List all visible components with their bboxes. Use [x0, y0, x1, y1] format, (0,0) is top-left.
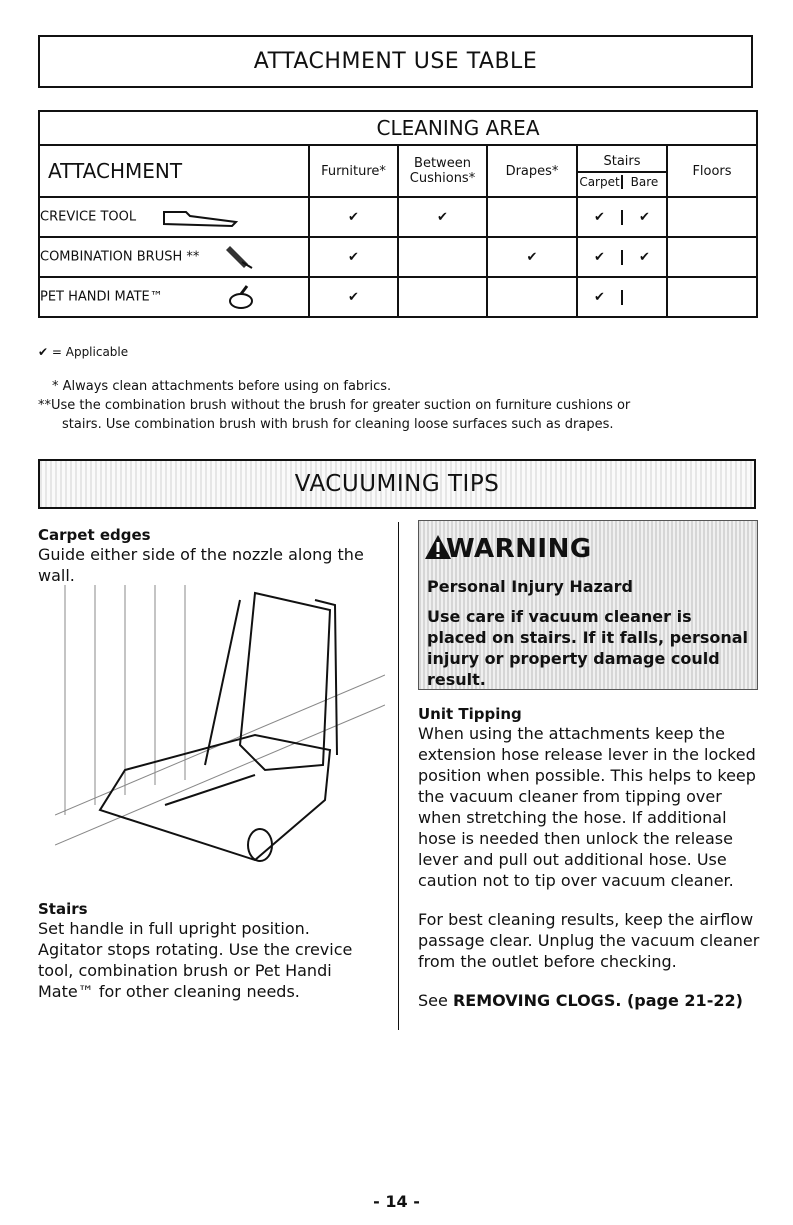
table-cell: ✔	[309, 197, 398, 237]
table-cell	[667, 197, 757, 237]
table-cell	[667, 237, 757, 277]
crevice-tool-icon	[160, 206, 240, 228]
airflow-text: For best cleaning results, keep the airflow passage clear. Unplug the vacuum cleaner from the outlet before checking.	[418, 910, 760, 971]
footnote: **Use the combination brush without the brush for greater suction on furniture cushions or	[38, 398, 631, 413]
title-box	[38, 35, 753, 88]
pet-handi-mate-icon	[227, 283, 255, 311]
see-reference: See REMOVING CLOGS. (page 21-22)	[418, 991, 743, 1010]
combination-brush-icon	[224, 242, 254, 272]
attachment-header: ATTACHMENT	[39, 145, 309, 197]
table-cell: ✔	[309, 237, 398, 277]
unit-tipping-heading: Unit Tipping	[418, 705, 522, 723]
table-cell: ✔	[398, 197, 487, 237]
unit-tipping-section	[418, 705, 763, 1011]
col-carpet: Carpet	[578, 175, 623, 189]
section-title: VACUUMING TIPS	[294, 471, 500, 497]
col-floors: Floors	[667, 145, 757, 197]
footnotes	[38, 377, 758, 434]
warning-body: Use care if vacuum cleaner is placed on stairs. If it falls, personal injury or property damage could result.	[427, 607, 749, 689]
carpet-edges-section	[38, 526, 368, 586]
footnote: stairs. Use combination brush with brush for cleaning loose surfaces such as drapes.	[62, 417, 614, 432]
table-cell: ✔	[487, 237, 577, 277]
legend: ✔ = Applicable	[38, 345, 129, 359]
col-furniture: Furniture*	[309, 145, 398, 197]
table-cell: ✔	[577, 277, 667, 317]
warning-subtitle: Personal Injury Hazard	[427, 577, 633, 596]
stairs-body: Set handle in full upright position. Agitator stops rotating. Use the crevice tool, combination brush or Pet Handi Mate™ for other cleaning needs.	[38, 919, 353, 1001]
removing-clogs-link[interactable]: REMOVING CLOGS. (page 21-22)	[452, 991, 743, 1010]
row-label-crevice: CREVICE TOOL	[39, 197, 309, 237]
table-cell: ✔ ✔	[577, 197, 667, 237]
table-cell	[487, 277, 577, 317]
col-bare: Bare	[630, 174, 659, 189]
warning-title: WARNING	[446, 534, 592, 564]
table-cell: ✔	[309, 277, 398, 317]
table-cell: ✔ ✔	[577, 237, 667, 277]
col-between-cushions: Between Cushions*	[398, 145, 487, 197]
table-cell	[487, 197, 577, 237]
stairs-section	[38, 900, 368, 1002]
col-drapes: Drapes*	[487, 145, 577, 197]
page-title: ATTACHMENT USE TABLE	[253, 49, 538, 74]
table-cell	[398, 237, 487, 277]
row-label-combination: COMBINATION BRUSH **	[39, 237, 309, 277]
carpet-edges-heading: Carpet edges	[38, 526, 151, 544]
unit-tipping-body: When using the attachments keep the extension hose release lever in the locked position when possible. This helps to keep the vacuum cleaner from tipping over when stretching the hose. If additional hose is needed then unlock the release lever and pull out additional hose. Use caution not to tip over vacuum cleaner.	[418, 724, 756, 890]
vacuum-illustration	[55, 585, 385, 885]
section-band	[38, 459, 756, 509]
footnote: * Always clean attachments before using on fabrics.	[52, 379, 392, 394]
cleaning-area-header: CLEANING AREA	[39, 111, 757, 145]
attachment-table	[38, 110, 758, 318]
stairs-heading: Stairs	[38, 900, 88, 918]
column-divider	[398, 522, 399, 1030]
table-cell	[667, 277, 757, 317]
table-cell	[398, 277, 487, 317]
page-number: - 14 -	[373, 1192, 420, 1211]
carpet-edges-body: Guide either side of the nozzle along the wall.	[38, 545, 364, 585]
col-stairs: Stairs Carpet Bare	[577, 145, 667, 197]
row-label-pet-handi: PET HANDI MATE™	[39, 277, 309, 317]
